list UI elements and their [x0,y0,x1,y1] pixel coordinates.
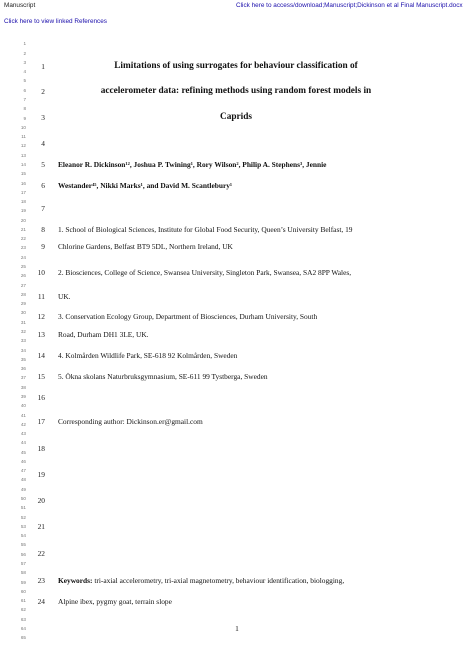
margin-number: 14 [20,161,26,167]
line-number: 24 [37,597,45,606]
margin-number: 30 [20,310,26,316]
affiliation-line: Road, Durham DH1 3LE, UK. [58,330,149,339]
line-number: 13 [37,330,45,339]
affiliation-line: UK. [58,292,71,301]
margin-number: 63 [20,616,26,622]
margin-number: 43 [20,431,26,437]
affiliation-line: Chlorine Gardens, Belfast BT9 5DL, Northern Ireland, UK [58,242,233,251]
margin-number: 33 [20,338,26,344]
line-number: 4 [41,139,45,148]
margin-number: 60 [20,588,26,594]
margin-number: 51 [20,505,26,511]
margin-number: 52 [20,514,26,520]
margin-number: 27 [20,282,26,288]
affiliation-line: 4. Kolmården Wildlife Park, SE-618 92 Kolmården, Sweden [58,351,238,360]
margin-number: 10 [20,124,26,130]
margin-number: 3 [23,59,26,65]
line-number: 9 [41,242,45,251]
line-number: 18 [37,444,45,453]
line-number: 1 [41,62,45,71]
margin-number: 26 [20,273,26,279]
corresponding-author: Corresponding author: Dickinson.er@gmail.com [58,417,203,426]
margin-number: 32 [20,328,26,334]
header-left-label: Manuscript [4,2,36,9]
affiliation-line: 1. School of Biological Sciences, Institute for Global Food Security, Queen’s University Belfast, 19 [58,225,353,234]
margin-number: 20 [20,217,26,223]
line-number: 11 [37,292,45,301]
margin-number: 18 [20,199,26,205]
margin-number: 17 [20,189,26,195]
line-number: 15 [37,372,45,381]
line-number: 7 [41,204,45,213]
affiliation-line: 5. Ökna skolans Naturbruksgymnasium, SE-611 99 Tystberga, Sweden [58,372,268,381]
line-number: 3 [41,113,45,122]
line-number: 12 [37,312,45,321]
margin-number: 37 [20,375,26,381]
margin-number: 7 [23,96,26,102]
download-manuscript-link[interactable]: Click here to access/download;Manuscript;Dickinson et al Final Manuscript.docx [236,2,463,9]
author-line: Eleanor R. Dickinson¹², Joshua P. Twining¹, Rory Wilson², Philip A. Stephens³, Jennie [58,160,327,169]
margin-number: 62 [20,607,26,613]
line-number: 16 [37,393,45,402]
margin-number: 9 [23,115,26,121]
paper-title-line: Caprids [219,112,253,122]
margin-number: 58 [20,570,26,576]
margin-number: 41 [20,412,26,418]
margin-number: 46 [20,458,26,464]
margin-number: 2 [23,50,26,56]
margin-number: 55 [20,542,26,548]
margin-number: 22 [20,236,26,242]
margin-number: 56 [20,551,26,557]
margin-number: 25 [20,264,26,270]
margin-number: 65 [20,635,26,641]
margin-number: 64 [20,625,26,631]
margin-number: 15 [20,171,26,177]
affiliation-line: 3. Conservation Ecology Group, Department of Biosciences, Durham University, South [58,312,318,321]
margin-number: 57 [20,560,26,566]
margin-number: 35 [20,356,26,362]
keywords-line: Keywords: tri-axial accelerometry, tri-axial magnetometry, behaviour identification, biologging, [58,576,345,585]
margin-number: 53 [20,523,26,529]
author-line: Westander⁴⁵, Nikki Marks¹, and David M. Scantlebury¹ [58,181,233,190]
margin-number: 23 [20,245,26,251]
line-number: 10 [37,268,45,277]
margin-number: 13 [20,152,26,158]
margin-number: 1 [23,41,26,47]
margin-number: 38 [20,384,26,390]
margin-number: 28 [20,291,26,297]
margin-number: 34 [20,347,26,353]
margin-number: 11 [21,134,26,140]
line-number: 8 [41,225,45,234]
margin-number: 24 [20,254,26,260]
keywords-label: Keywords: [58,576,93,585]
view-references-link[interactable]: Click here to view linked References [4,18,108,25]
margin-number: 49 [20,486,26,492]
line-number: 6 [41,181,45,190]
line-number: 2 [41,87,45,96]
line-number: 14 [37,351,45,360]
margin-number: 42 [20,421,26,427]
line-number: 5 [41,160,45,169]
line-number: 22 [37,549,45,558]
affiliation-line: Alpine ibex, pygmy goat, terrain slope [58,597,172,606]
margin-number: 8 [23,106,26,112]
margin-number: 47 [20,468,26,474]
paper-title-line: Limitations of using surrogates for behaviour classification of [114,61,358,71]
margin-number: 5 [23,78,26,84]
margin-number: 21 [20,226,26,232]
margin-number: 39 [20,393,26,399]
margin-number: 54 [20,533,26,539]
margin-number: 40 [20,403,26,409]
paper-title-line: accelerometer data: refining methods using random forest models in [100,86,372,96]
margin-number: 50 [20,496,26,502]
margin-number: 29 [20,301,26,307]
margin-number: 36 [20,366,26,372]
margin-number: 4 [23,69,26,75]
margin-number: 12 [20,143,26,149]
margin-number: 19 [20,208,26,214]
margin-number: 6 [23,87,26,93]
page-number: 1 [235,624,239,633]
margin-number: 31 [20,319,26,325]
margin-number: 48 [20,477,26,483]
line-number: 17 [37,417,45,426]
line-number: 20 [37,496,45,505]
margin-number: 45 [20,449,26,455]
line-number: 21 [37,522,45,531]
margin-number: 59 [20,579,26,585]
affiliation-line: 2. Biosciences, College of Science, Swansea University, Singleton Park, Swansea, SA2 8PP Wales, [58,268,352,277]
margin-number: 44 [20,440,26,446]
line-number: 19 [37,470,45,479]
margin-number: 61 [20,598,26,604]
margin-number: 16 [20,180,26,186]
line-number: 23 [37,576,45,585]
